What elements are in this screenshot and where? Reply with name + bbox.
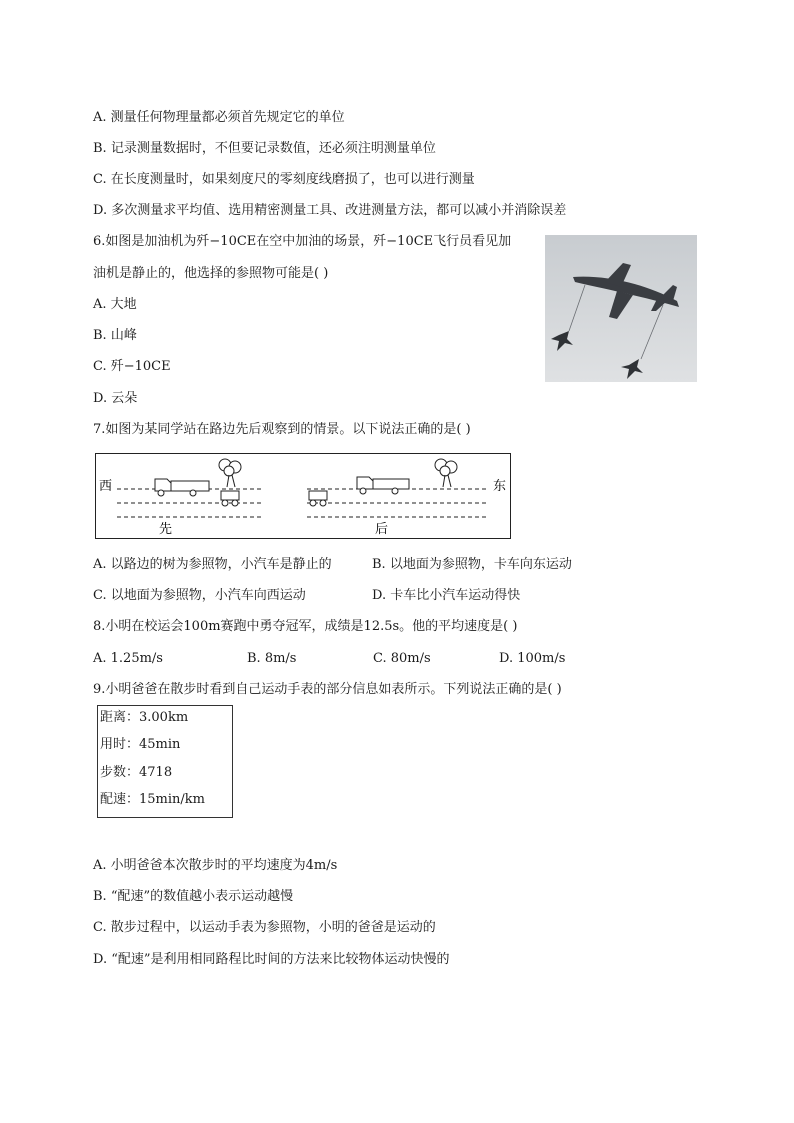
- q5-option-b: B. 记录测量数据时，不但要记录数值，还必须注明测量单位: [93, 141, 436, 156]
- q8-option-d: D. 100m/s: [499, 651, 566, 666]
- q7-option-a: A. 以路边的树为参照物，小汽车是静止的: [93, 557, 332, 572]
- q7-stem: 7.如图为某同学站在路边先后观察到的情景。以下说法正确的是( ): [93, 422, 471, 437]
- watch-steps: 步数：4718: [100, 765, 173, 780]
- west-label: 西: [99, 479, 113, 494]
- q7-option-d: D. 卡车比小汽车运动得快: [372, 588, 521, 603]
- q6-option-c: C. 歼−10CE: [93, 359, 171, 374]
- q8-option-b: B. 8m/s: [247, 651, 297, 666]
- after-label: 后: [375, 522, 389, 537]
- q8-option-a: A. 1.25m/s: [93, 651, 163, 666]
- q6-stem-line1: 6.如图是加油机为歼−10CE在空中加油的场景，歼−10CE飞行员看见加: [93, 234, 512, 249]
- watch-time: 用时：45min: [100, 737, 181, 752]
- aerial-refueling-photo: [545, 235, 697, 382]
- watch-pace: 配速：15min/km: [100, 792, 205, 807]
- q5-option-d: D. 多次测量求平均值、选用精密测量工具、改进测量方法，都可以减小并消除误差: [93, 203, 567, 218]
- q6-option-b: B. 山峰: [93, 328, 137, 343]
- q6-stem-line2: 油机是静止的，他选择的参照物可能是( ): [93, 266, 329, 281]
- before-label: 先: [159, 522, 173, 537]
- watch-info-table: [97, 705, 233, 818]
- watch-distance: 距离：3.00km: [100, 710, 189, 725]
- q9-option-c: C. 散步过程中，以运动手表为参照物，小明的爸爸是运动的: [93, 920, 436, 935]
- q9-stem: 9.小明爸爸在散步时看到自己运动手表的部分信息如表所示。下列说法正确的是( ): [93, 682, 562, 697]
- q5-option-c: C. 在长度测量时，如果刻度尺的零刻度线磨损了，也可以进行测量: [93, 172, 475, 187]
- road-observation-diagram: [95, 453, 511, 539]
- q7-option-c: C. 以地面为参照物，小汽车向西运动: [93, 588, 306, 603]
- q8-option-c: C. 80m/s: [373, 651, 431, 666]
- q6-option-d: D. 云朵: [93, 391, 138, 406]
- q6-option-a: A. 大地: [93, 297, 137, 312]
- q5-option-a: A. 测量任何物理量都必须首先规定它的单位: [93, 110, 345, 125]
- q9-option-a: A. 小明爸爸本次散步时的平均速度为4m/s: [93, 858, 338, 873]
- east-label: 东: [493, 479, 507, 494]
- q9-option-d: D. “配速”是利用相同路程比时间的方法来比较物体运动快慢的: [93, 952, 450, 967]
- q8-stem: 8.小明在校运会100m赛跑中勇夺冠军，成绩是12.5s。他的平均速度是( ): [93, 619, 518, 634]
- q9-option-b: B. “配速”的数值越小表示运动越慢: [93, 889, 294, 904]
- q7-option-b: B. 以地面为参照物，卡车向东运动: [372, 557, 572, 572]
